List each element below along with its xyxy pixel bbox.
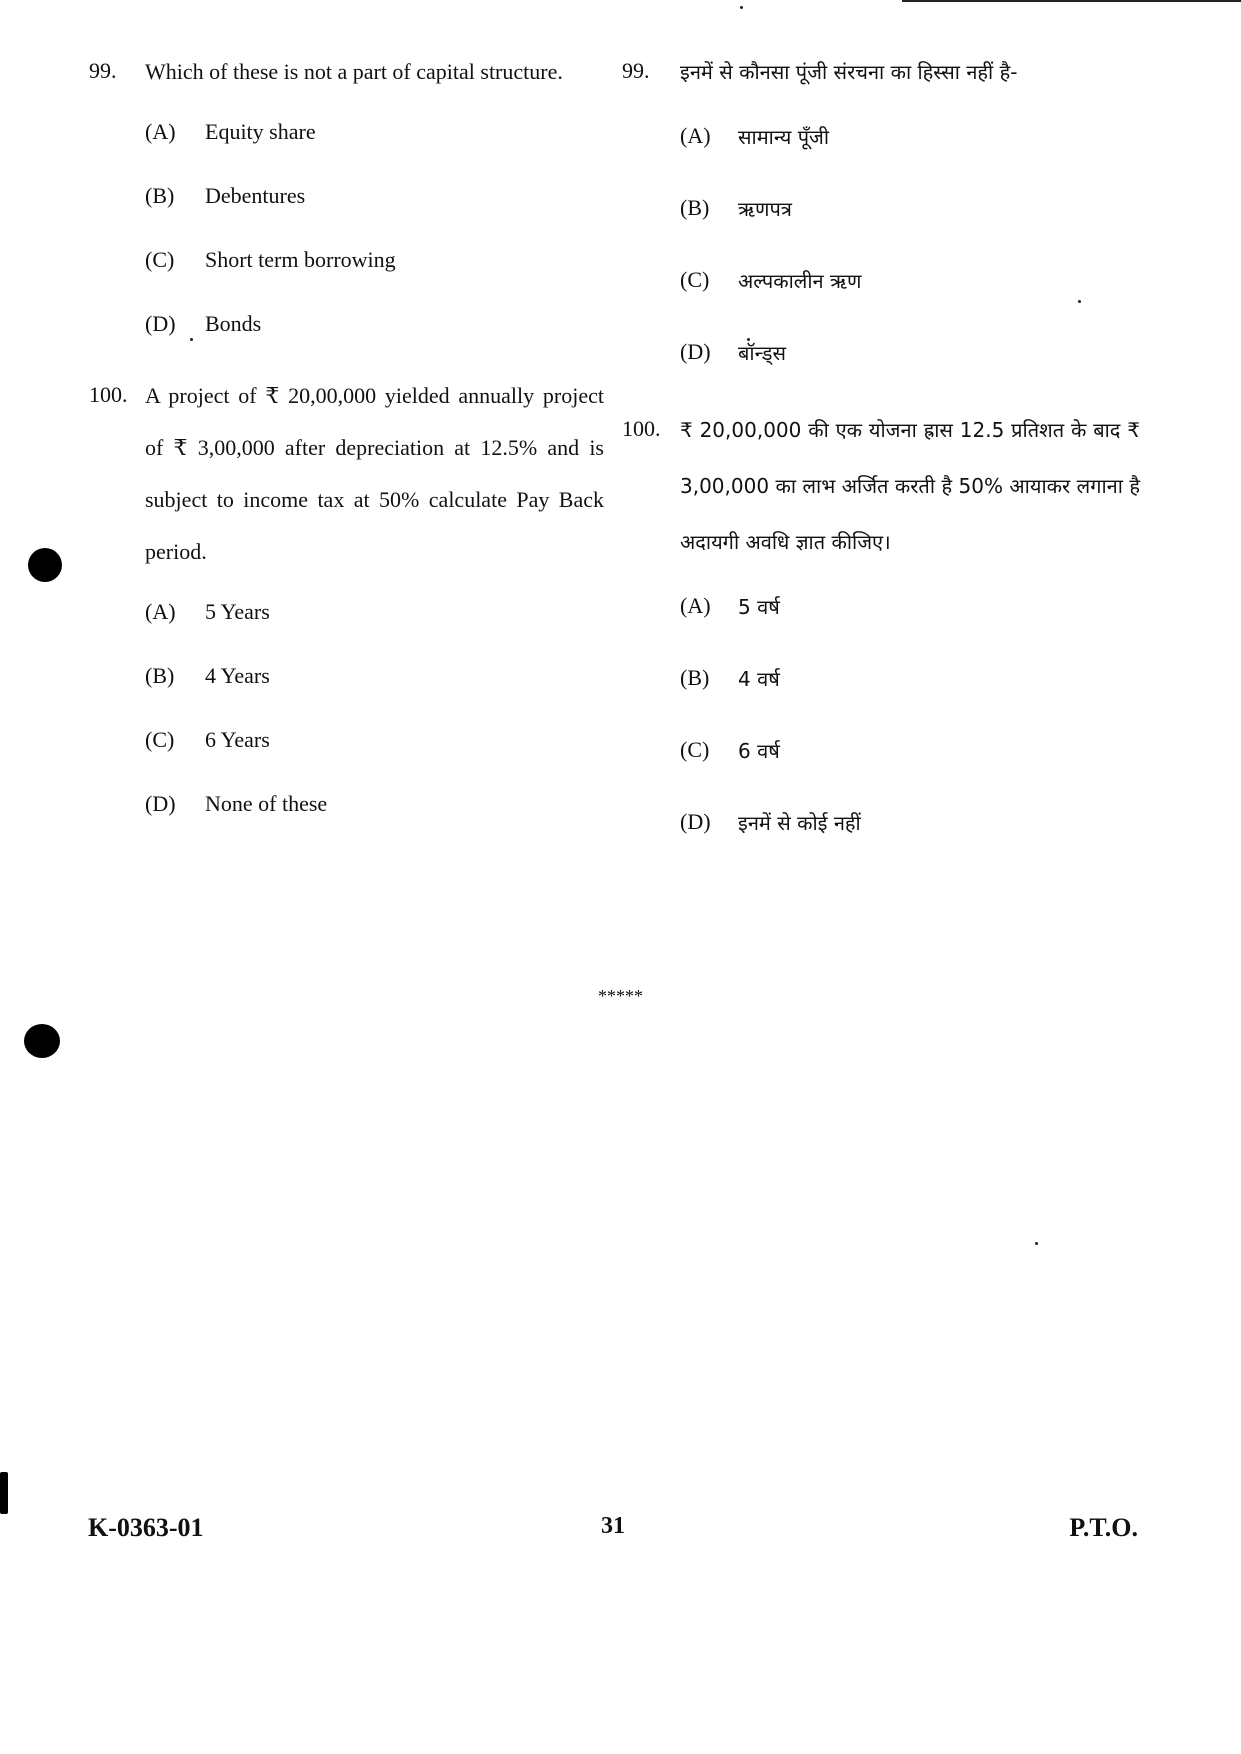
option-b bbox=[680, 172, 1140, 244]
options-list bbox=[680, 570, 1140, 858]
option-text: 5 वर्ष bbox=[738, 594, 780, 619]
question-number: 100. bbox=[622, 416, 661, 441]
english-column bbox=[89, 58, 604, 836]
option-b bbox=[680, 642, 1140, 714]
question-number: 100. bbox=[89, 382, 128, 407]
option-label: (D) bbox=[680, 339, 711, 364]
option-label: (B) bbox=[680, 195, 710, 220]
page-number: 31 bbox=[601, 1513, 625, 1539]
scan-speck bbox=[1035, 1242, 1038, 1245]
option-text: सामान्य पूँजी bbox=[738, 124, 830, 149]
question-99-en bbox=[89, 58, 604, 98]
top-edge-line bbox=[902, 0, 1241, 2]
option-text: बॉन्ड्स bbox=[738, 340, 786, 365]
option-c bbox=[680, 244, 1140, 316]
punch-hole-mark bbox=[28, 548, 62, 582]
question-text: A project of ₹ 20,00,000 yielded annually project of ₹ 3,00,000 after depreciation at 12.5% and is subject to income tax at 50% calculate Pay Back period. bbox=[145, 383, 604, 564]
scan-speck bbox=[740, 6, 743, 9]
question-number: 99. bbox=[89, 58, 117, 83]
option-b bbox=[145, 164, 604, 228]
question-100-en bbox=[89, 382, 604, 578]
option-text: ऋणपत्र bbox=[738, 196, 792, 221]
option-d bbox=[680, 786, 1140, 858]
option-label: (C) bbox=[680, 737, 710, 762]
options-list bbox=[680, 100, 1140, 388]
option-text: Equity share bbox=[205, 119, 316, 144]
option-d bbox=[145, 772, 604, 836]
option-text: 6 वर्ष bbox=[738, 738, 780, 763]
hindi-column bbox=[622, 58, 1140, 858]
punch-hole-mark bbox=[24, 1024, 60, 1058]
option-c bbox=[145, 228, 604, 292]
option-text: इनमें से कोई नहीं bbox=[738, 810, 861, 835]
option-label: (D) bbox=[145, 311, 176, 336]
page-footer bbox=[88, 1513, 1138, 1549]
option-label: (C) bbox=[145, 727, 175, 752]
end-separator: ***** bbox=[598, 986, 643, 1006]
option-label: (C) bbox=[145, 247, 175, 272]
option-text: 4 वर्ष bbox=[738, 666, 780, 691]
option-b bbox=[145, 644, 604, 708]
option-a bbox=[145, 580, 604, 644]
option-text: 5 Years bbox=[205, 599, 270, 624]
option-a bbox=[680, 100, 1140, 172]
paper-code: K-0363-01 bbox=[88, 1513, 204, 1542]
option-d bbox=[145, 292, 604, 356]
question-text: ₹ 20,00,000 की एक योजना ह्रास 12.5 प्रतिशत के बाद ₹ 3,00,000 का लाभ अर्जित करती है 50% आयाकर लगाना है अदायगी अवधि ज्ञात कीजिए। bbox=[680, 418, 1140, 554]
option-label: (A) bbox=[145, 119, 176, 144]
question-number: 99. bbox=[622, 58, 650, 83]
option-label: (A) bbox=[680, 123, 711, 148]
option-text: अल्पकालीन ऋण bbox=[738, 268, 862, 293]
option-a bbox=[145, 100, 604, 164]
please-turn-over: P.T.O. bbox=[1069, 1513, 1138, 1542]
option-c bbox=[680, 714, 1140, 786]
option-text: 6 Years bbox=[205, 727, 270, 752]
option-d bbox=[680, 316, 1140, 388]
question-text: Which of these is not a part of capital structure. bbox=[145, 59, 563, 84]
option-c bbox=[145, 708, 604, 772]
option-label: (B) bbox=[145, 663, 175, 688]
option-text: Short term borrowing bbox=[205, 247, 396, 272]
options-list bbox=[145, 100, 604, 356]
option-label: (D) bbox=[680, 809, 711, 834]
option-label: (A) bbox=[145, 599, 176, 624]
option-label: (A) bbox=[680, 593, 711, 618]
option-text: Bonds bbox=[205, 311, 262, 336]
question-text: इनमें से कौनसा पूंजी संरचना का हिस्सा नहीं है- bbox=[680, 60, 1018, 84]
question-99-hi bbox=[622, 58, 1140, 100]
option-label: (B) bbox=[145, 183, 175, 208]
edge-scan-mark bbox=[0, 1472, 8, 1514]
question-100-hi bbox=[622, 416, 1140, 570]
option-text: None of these bbox=[205, 791, 328, 816]
option-a bbox=[680, 570, 1140, 642]
option-text: 4 Years bbox=[205, 663, 270, 688]
option-text: Debentures bbox=[205, 183, 306, 208]
option-label: (B) bbox=[680, 665, 710, 690]
option-label: (C) bbox=[680, 267, 710, 292]
option-label: (D) bbox=[145, 791, 176, 816]
options-list bbox=[145, 580, 604, 836]
